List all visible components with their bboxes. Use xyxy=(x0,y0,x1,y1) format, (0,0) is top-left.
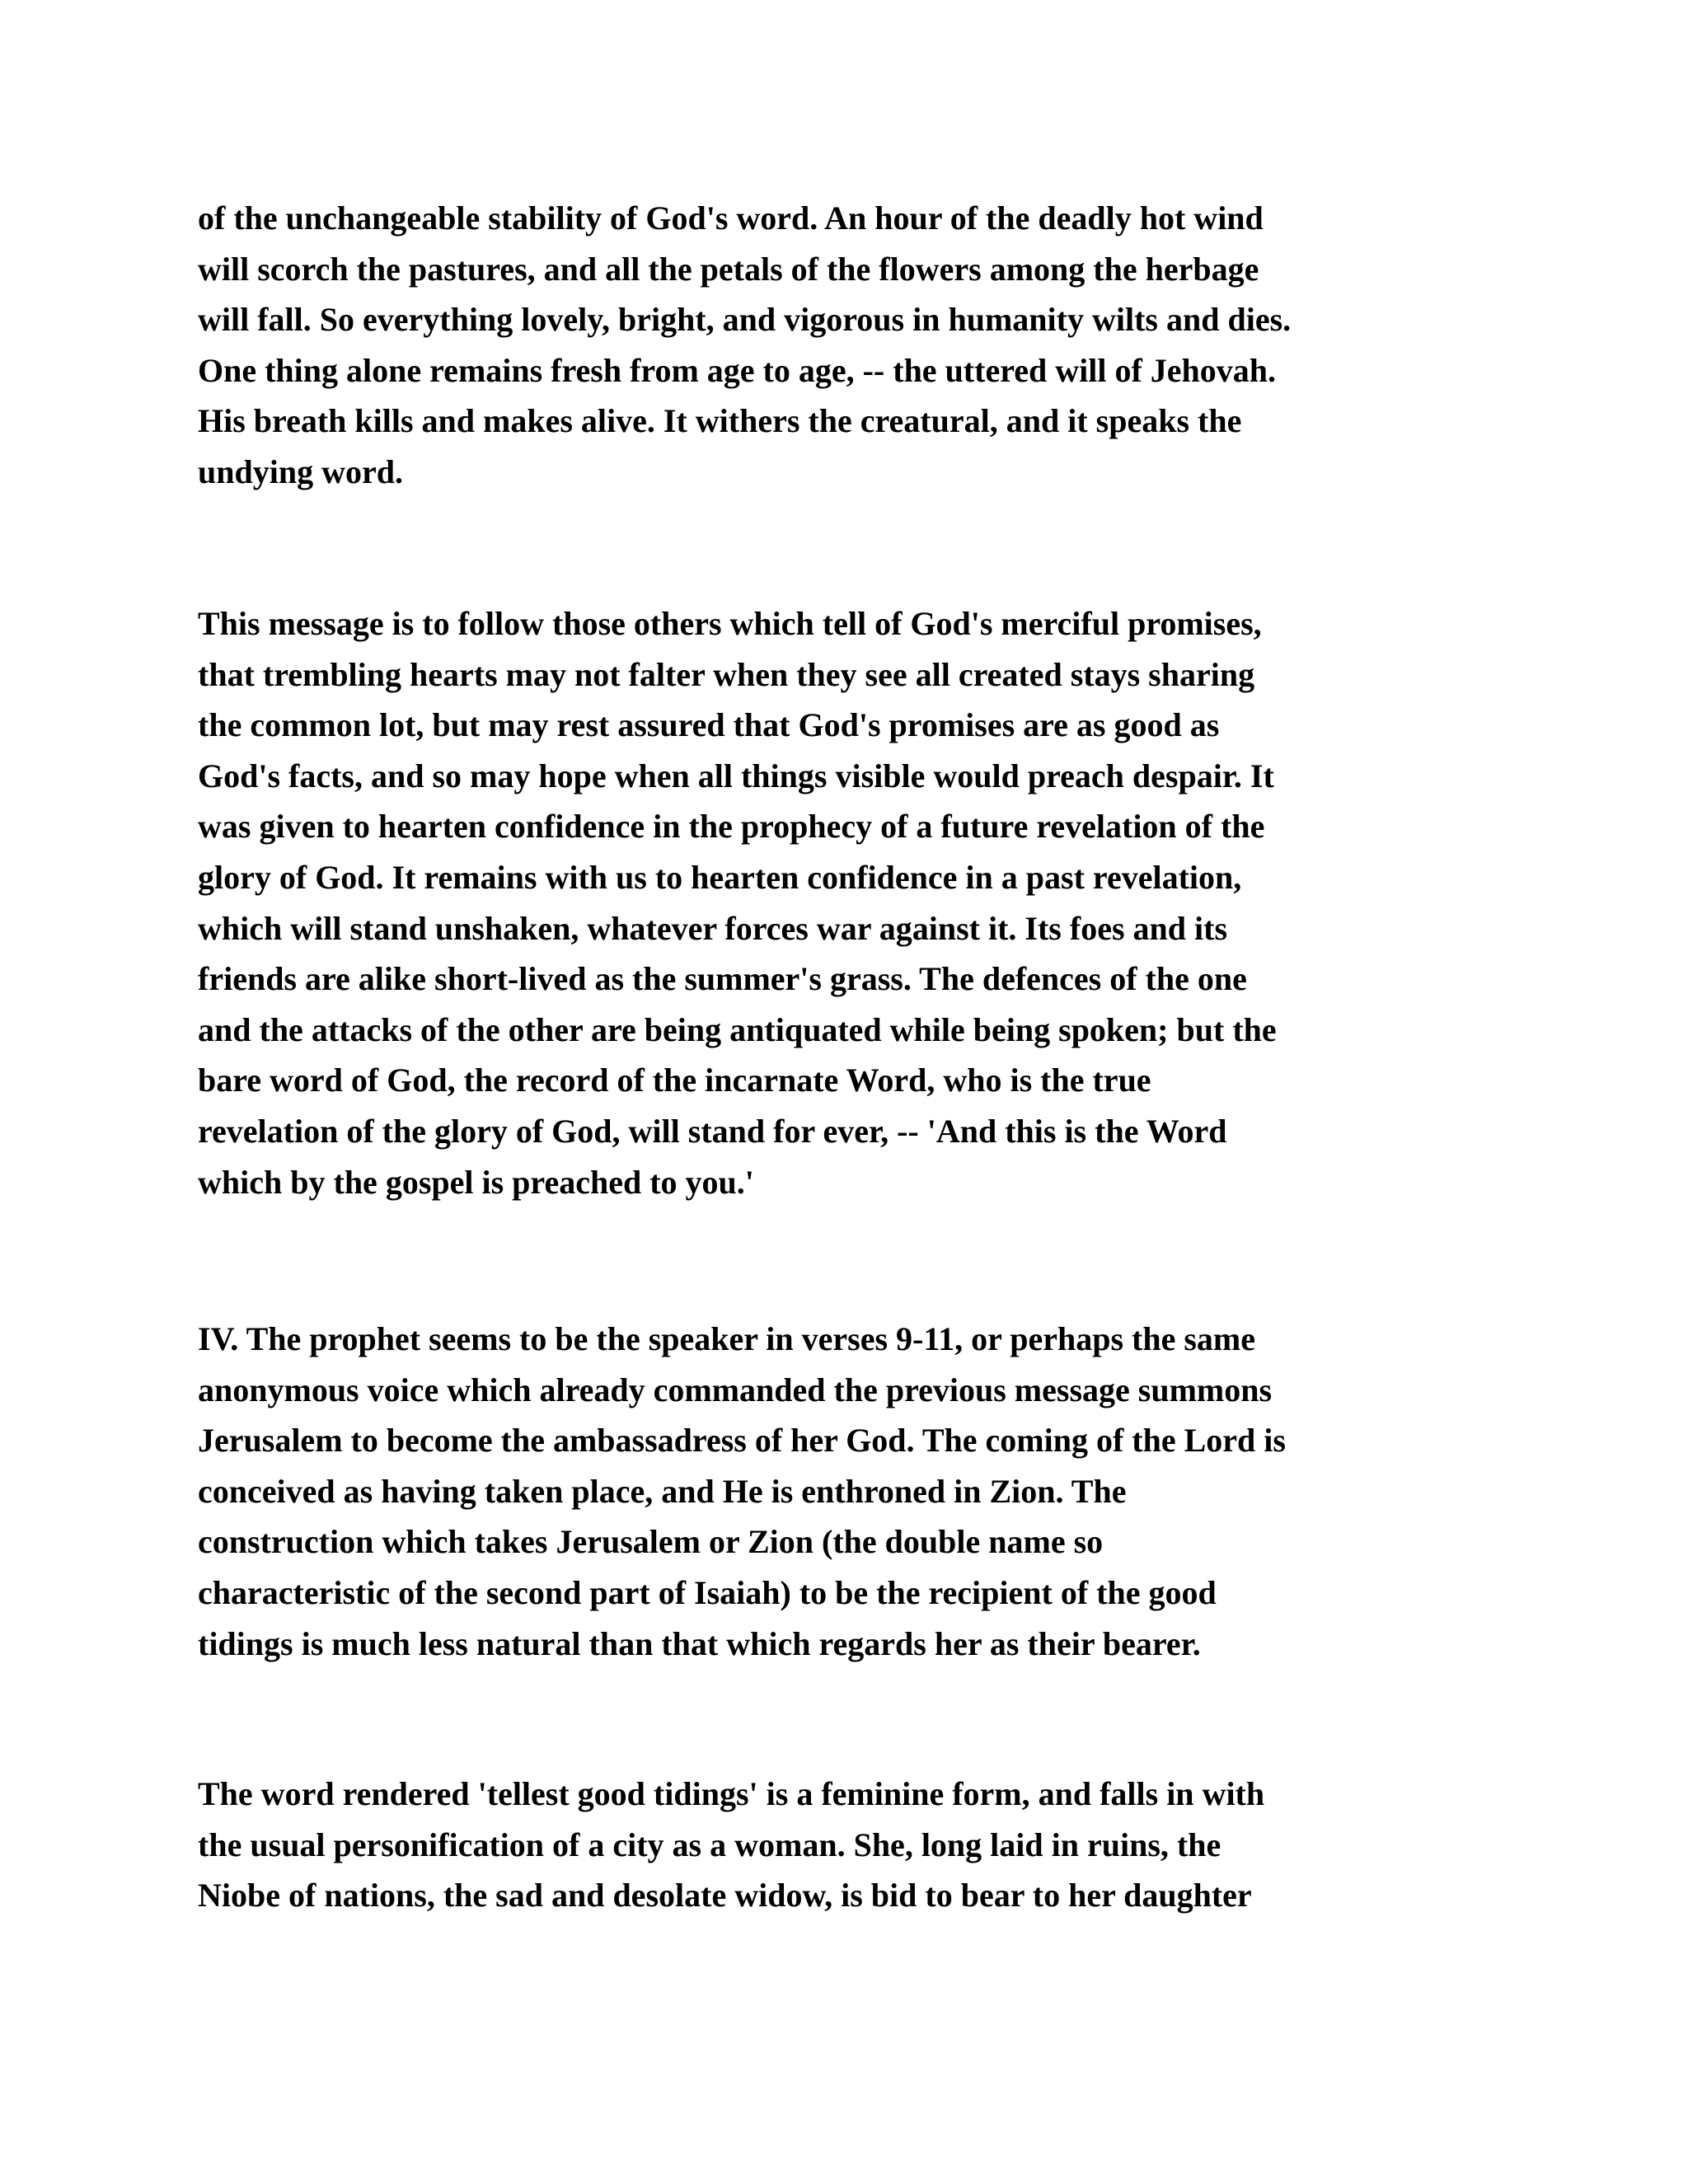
text-line: of the unchangeable stability of God's word. An hour of the deadly hot wind xyxy=(198,199,1264,237)
paragraph-4 xyxy=(198,1769,1550,1921)
text-line: which by the gospel is preached to you.' xyxy=(198,1163,754,1201)
text-line: will scorch the pastures, and all the petals of the flowers among the herbage xyxy=(198,250,1259,288)
text-line: undying word. xyxy=(198,452,403,490)
text-line: the usual personification of a city as a woman. She, long laid in ruins, the xyxy=(198,1825,1221,1863)
text-line: will fall. So everything lovely, bright, and vigorous in humanity wilts and dies. xyxy=(198,301,1292,339)
text-line: The word rendered 'tellest good tidings' is a feminine form, and falls in with xyxy=(198,1775,1265,1812)
text-line: construction which takes Jerusalem or Zion (the double name so xyxy=(198,1523,1104,1561)
text-line: revelation of the glory of God, will stand for ever, -- 'And this is the Word xyxy=(198,1112,1227,1150)
text-line: IV. The prophet seems to be the speaker in verses 9-11, or perhaps the same xyxy=(198,1320,1255,1357)
text-line: His breath kills and makes alive. It withers the creatural, and it speaks the xyxy=(198,402,1242,440)
text-line: characteristic of the second part of Isaiah) to be the recipient of the good xyxy=(198,1573,1217,1611)
text-line: bare word of God, the record of the incarnate Word, who is the true xyxy=(198,1062,1151,1099)
text-line: One thing alone remains fresh from age to age, -- the uttered will of Jehovah. xyxy=(198,351,1277,389)
text-line: tidings is much less natural than that which regards her as their bearer. xyxy=(198,1624,1201,1662)
text-line: friends are alike short-lived as the summer's grass. The defences of the one xyxy=(198,960,1247,998)
text-line: conceived as having taken place, and He is enthroned in Zion. The xyxy=(198,1472,1127,1510)
paragraph-2 xyxy=(198,598,1550,1207)
text-line: and the attacks of the other are being antiquated while being spoken; but the xyxy=(198,1010,1277,1048)
paragraph-3 xyxy=(198,1314,1550,1669)
text-line: the common lot, but may rest assured that God's promises are as good as xyxy=(198,706,1220,744)
text-line: glory of God. It remains with us to hearten confidence in a past revelation, xyxy=(198,858,1242,896)
paragraph-1 xyxy=(198,193,1550,498)
text-line: Niobe of nations, the sad and desolate widow, is bid to bear to her daughter xyxy=(198,1877,1252,1915)
text-line: that trembling hearts may not falter when they see all created stays sharing xyxy=(198,655,1255,693)
text-line: which will stand unshaken, whatever forces war against it. Its foes and its xyxy=(198,909,1228,947)
text-line: God's facts, and so may hope when all things visible would preach despair. It xyxy=(198,757,1274,794)
text-line: Jerusalem to become the ambassadress of her God. The coming of the Lord is xyxy=(198,1422,1286,1460)
text-line: was given to hearten confidence in the prophecy of a future revelation of the xyxy=(198,808,1265,846)
text-line: This message is to follow those others which tell of God's merciful promises, xyxy=(198,605,1262,642)
text-line: anonymous voice which already commanded the previous message summons xyxy=(198,1371,1273,1408)
